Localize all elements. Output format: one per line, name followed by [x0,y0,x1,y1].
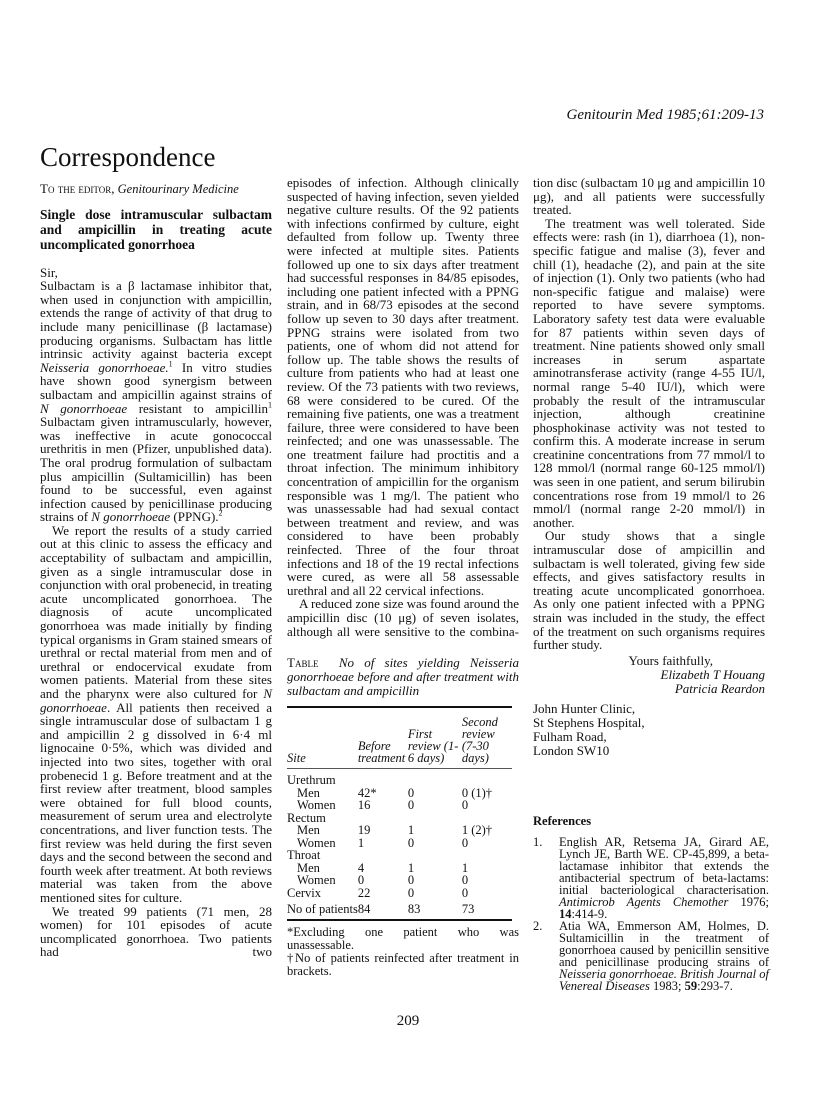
text-run: Our study shows that a single intramuscular dose of ampicillin and sulbactam is well tolerated, giving few side effects, and gives satisfactory results in treating acute uncomplicated gonorrhoea. As only one patient infected with a PPNG strain was included in the study, the effect of the treatment on such organisms requires further study. [533,528,765,653]
cell-first: 0 [407,885,415,900]
cell-first: 1 [407,823,415,838]
table-row [287,887,512,900]
text-run: . All patients then received a single intramuscular dose of sulbactam 1 g and ampicillin 2 g dissolved in 6·4 ml lignocaine 0·5%, which was divided and injected into two sites, together with oral probenecid 1 g. Before treatment and at the first review after treatment, blood samples were obtained for full blood counts, measurement of serum urea and electrolyte concentrations, and liver function tests. The first review was held during the first seven days and the second between the second and fourth week after treatment. At both reviews material was taken from the above mentioned sites for culture. [40,699,272,905]
cell-site: Women [297,873,336,888]
cell-second: 0 [461,873,469,888]
reference-text [559,920,769,992]
cell-second: 0 [461,798,469,813]
text-run: N gonorrhoeae [40,400,128,416]
column-2 [287,176,519,1030]
column-2-body [287,176,519,638]
addressee [40,182,272,197]
cell-before: 16 [357,798,371,813]
text-run: Sulbactam is a β lactamase inhibitor that, when used in conjunction with ampicillin, extends the range of activity of that drug to include many penicillinase (β lactamase) producing organisms. Sulbactam has little intrinsic activity against bacteria except [40,278,272,362]
author-1: Elizabeth T Houang [660,666,765,682]
col-header-second-review: Second review (7-30 days) [462,707,512,769]
results-table [287,706,512,921]
reference-number: 2. [533,918,543,933]
column-1 [40,182,272,959]
table-footnote-2: †No of patients reinfected after treatment in brackets. [287,950,519,978]
column-3-body [533,176,765,652]
text-run: The treatment was well tolerated. Side effects were: rash (in 1), diarrhoea (1), non-specific fatigue and malise (3), fever and chill (1), headache (2), and pain at the site of injection (1). Only two patients (who had non-specific fatigue and malaise) were reported to have severe symptoms. Laboratory safety test data were evaluable for 87 patients within seven days of treatment. Nine patients showed only small increases in serum aspartate aminotransferase activity (range 4-55 IU/l, normal range 5-40 IU/l), which were probably the result of the intramuscular injection, although creatinine phosphokinase activity was not tested to confirm this. A moderate increase in serum creatinine concentrations from 77 mmol/l to 128 mmol/l (normal range 60-125 mmol/l) was seen in one patient, and serum bilirubin concentrations rose from 19 mmol/l to 26 mmol/l (normal range 2-20 mmol/l) in another. [533,215,765,530]
column-3 [533,176,769,992]
text-run: 59 [684,978,698,993]
references [533,814,769,992]
cell-first [408,812,462,825]
cell-first: 0 [407,785,415,800]
cell-site: Cervix [287,885,322,900]
table-header-row [287,707,512,769]
text-run: N gonorrhoeae [40,686,272,715]
cell-before: 1 [357,835,365,850]
table-row [287,874,512,887]
to-editor-label: To the editor, [40,181,115,196]
journal-name: Genitourinary Medicine [117,182,239,196]
reference-marker: 1 [267,400,272,410]
table-caption-text: No of sites yielding Neisseria gonorrhoeae before and after treatment with sulbactam and ampicillin [287,655,519,699]
text-run: resistant to ampicillin [127,400,268,416]
table-footnote-1: *Excluding one patient who was unassessable. [287,924,519,952]
table-caption [287,656,519,698]
text-run: 14 [559,906,572,921]
cell-first [408,849,462,862]
letter-title: Single dose intramuscular sulbactam and ampicillin in treating acute uncomplicated gonorrhoea [40,206,272,252]
table-row [287,799,512,812]
text-run: In vitro studies have shown good synergism between sulbactam and ampicillin against strains of [40,359,272,402]
cell-second [462,849,512,862]
cell-site: Women [297,798,336,813]
closing: Yours faithfully, [628,652,713,668]
col-header-before: Before treatment [358,707,408,769]
cell-before: 19 [357,823,371,838]
text-run: We report the results of a study carried out at this clinic to assess the efficacy and acceptability of sulbactam and ampicillin, given as a single intramuscular dose in conjunction with oral probenecid, in treating acute uncomplicated gonorrhoea. The diagnosis of acute uncomplicated gonorrhoea was made initially by finding typical organisms in Gram stained smears of urethral or rectal material from men and of urethral or endocervical exudate from women patients. Material from these sites and the pharynx were also cultured for [40,522,272,701]
journal-citation: Genitourin Med 1985;61:209-13 [566,107,764,123]
text-run: 1976; [728,894,769,909]
cell-site: Men [297,785,320,800]
table-row [287,824,512,837]
text-run: :293-7. [697,978,733,993]
cell-second [462,769,512,787]
address-line: Fulham Road, [533,728,607,744]
cell-before: 4 [357,860,365,875]
text-run: :414-9. [571,906,608,921]
reference-item [533,836,769,920]
cell-first: 1 [407,860,415,875]
table-row [287,837,512,850]
col-header-first-review: First review (1-6 days) [408,707,462,769]
col-header-site: Site [287,707,358,769]
table-row [287,899,512,920]
reference-number: 1. [533,834,543,849]
cell-site: Throat [287,848,321,863]
table-row [287,769,512,787]
reference-marker: 2 [218,508,223,518]
text-run: Sulbactam given intramuscularly, however, was ineffective in acute gonococcal urethritis in men (Pfizer, unpublished data). The oral prodrug formulation of sulbactam plus ampicillin (Sultamicillin) has been found to be successful, even against infection caused by penicillinase producing strains of [40,414,272,525]
cell-second: 73 [461,902,475,917]
cell-before [358,769,408,787]
cell-before: 84 [357,902,371,917]
table-label: Table [287,655,319,671]
paragraph [40,524,272,905]
table-row [287,849,512,862]
reference-item [533,920,769,992]
cell-second: 0 (1)† [461,785,493,800]
address-line: London SW10 [533,742,610,758]
paragraph [40,279,272,524]
cell-second: 1 (2)† [461,823,493,838]
text-run: tion disc (sulbactam 10 μg and ampicillin 10 μg), and all patients were successfully treated. [533,175,765,218]
cell-first: 0 [407,798,415,813]
references-heading: References [533,813,592,828]
text-run: Antimicrob Agents Chemother [559,894,729,909]
cell-second: 1 [461,860,469,875]
cell-site: Women [297,835,336,850]
cell-second: 0 [461,885,469,900]
text-run: Neisseria gonorrhoeae. British Journal of Venereal Diseases [559,966,769,993]
text-run: N gonorrhoeae [91,509,171,525]
reference-marker: 1 [168,359,173,369]
paragraph [533,176,765,217]
cell-before: 42* [357,785,377,800]
address-line: St Stephens Hospital, [533,714,645,730]
cell-first: 83 [407,902,421,917]
cell-site: Urethrum [287,773,336,788]
references-list [533,836,769,992]
cell-before: 22 [357,885,371,900]
address-block [533,702,769,758]
text-run: Atia WA, Emmerson AM, Holmes, D. Sultamicillin in the treatment of gonorrhoea caused by penicillin sensitive and penicillinase producing strains of [559,918,769,969]
text-run: A reduced zone size was found around the ampicillin disc (10 μg) of seven isolates, although all were sensitive to the combina- [287,596,519,639]
section-title: Correspondence [40,142,216,172]
text-run: We treated 99 patients (71 men, 28 women) for 101 episodes of acute uncomplicated gonorrhoea. Two patients had two [40,903,272,960]
cell-first [408,769,462,787]
cell-second: 0 [461,835,469,850]
cell-site: Men [297,823,320,838]
paragraph [533,529,765,651]
cell-before [358,849,408,862]
text-run: episodes of infection. Although clinically suspected of having infection, seven yielded negative culture results. Of the 92 patients with infections confirmed by culture, eight defaulted from follow up. Twenty three were infected at multiple sites. Patients followed up one to six days after treatment had successful responses in 84/85 episodes, including one patient infected with a PPNG strain, and in 68/73 episodes at the second follow up seven to 30 days after treatment. PPNG strains were isolated from two patients, one of whom did not attend for follow up. The table shows the results of culture from patients who had at least one review. Of the 73 patients with two reviews, 68 were considered to be cured. Of the remaining five patients, one was a treatment failure, three were considered to have been reinfected; and one was unassessable. The one treatment failure had proctitis and a throat infection. The minimum inhibitory concentration of ampicillin for the organism responsible was 1 mg/l. The patient who was unassessable had had sexual contact between treatment and review, and was considered to have been probably reinfected. Three of the four throat infections and 18 of the 19 rectal infections were cured, as were all 58 assessable urethral and all 22 cervical infections. [287,175,519,598]
cell-first: 0 [407,835,415,850]
column-1-body [40,279,272,959]
author-2: Patricia Reardon [674,680,765,696]
results-table-block [287,656,519,978]
salutation: Sir, [40,264,58,280]
cell-site: No of patients [287,902,358,917]
text-run: English AR, Retsema JA, Girard AE, Lynch JE, Barth WE. CP-45,899, a beta-lactamase inhibitor that extends the antibacterial spectrum of beta-lactams: initial bacteriological characterisation. [559,834,769,897]
paragraph [287,597,519,638]
text-run: (PPNG). [170,509,219,525]
text-run: Neisseria gonorrhoeae. [40,359,169,375]
paragraph [40,905,272,959]
text-run: 1983; [649,978,685,993]
cell-before: 0 [357,873,365,888]
page-number: 209 [396,1012,420,1029]
paragraph [533,217,765,530]
address-line: John Hunter Clinic, [533,700,636,716]
signature-block [533,654,765,696]
cell-site: Men [297,860,320,875]
paragraph [287,176,519,597]
cell-site: Rectum [287,810,326,825]
reference-text [559,836,769,920]
cell-first: 0 [407,873,415,888]
